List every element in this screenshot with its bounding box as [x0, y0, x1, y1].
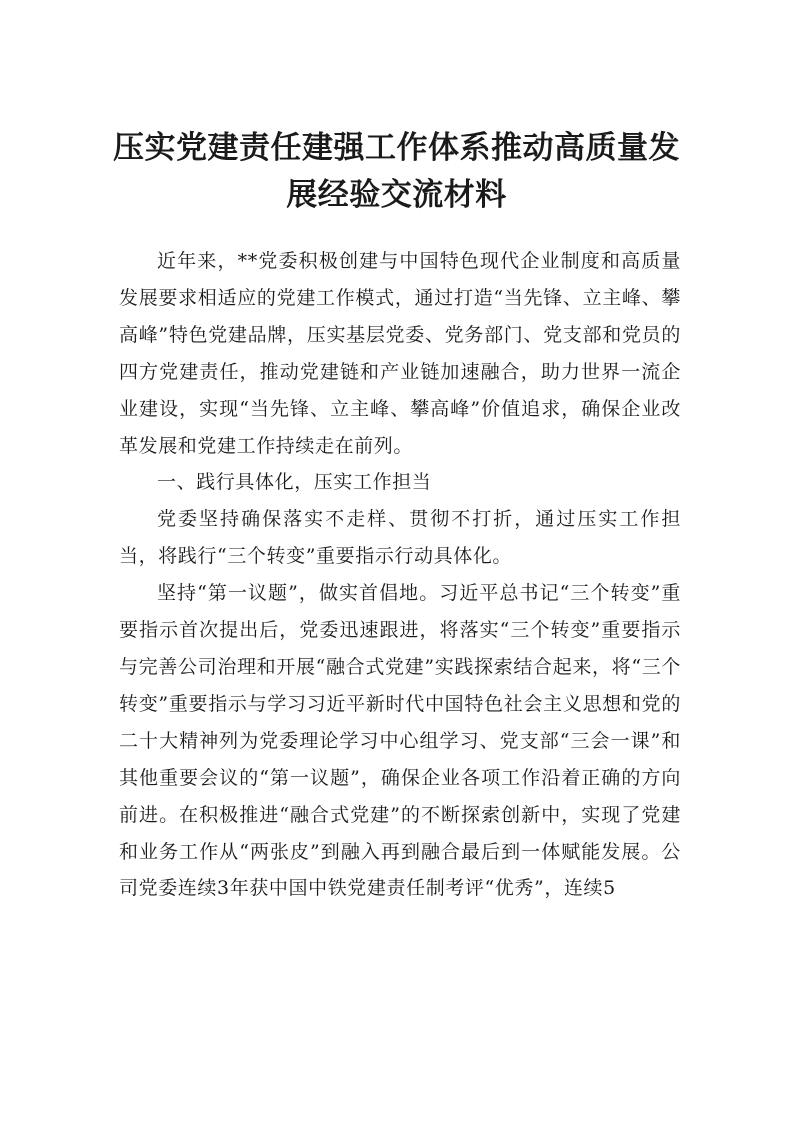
document-title-line-1: 压实党建责任建强工作体系推动高质量发: [113, 130, 680, 166]
paragraph-first-agenda: 坚持“第一议题”，做实首倡地。习近平总书记“三个转变”重要指示首次提出后，党委迅速跟进，将落实“三个转变”重要指示与完善公司治理和开展“融合式党建”实践探索结合起来，将“三个转变”重要指示与学习习近平新时代中国特色社会主义思想和党的二十大精神列为党委理论学习中心组学习、党支部“三会一课”和其他重要会议的“第一议题”，确保企业各项工作沿着正确的方向前进。在积极推进“融合式党建”的不断探索创新中，实现了党建和业务工作从“两张皮”到融入再到融合最后到一体赋能发展。公司党委连续3年获中国中铁党建责任制考评“优秀”，连续5: [119, 582, 681, 900]
paragraph-intro: 近年来，**党委积极创建与中国特色现代企业制度和高质量发展要求相适应的党建工作模式，通过打造“当先锋、立主峰、攀高峰”特色党建品牌，压实基层党委、党务部门、党支部和党员的四方党建责任，推动党建链和产业链加速融合，助力世界一流企业建设，实现“当先锋、立主峰、攀高峰”价值追求，确保企业改革发展和党建工作持续走在前列。: [119, 250, 681, 457]
document-body: [119, 243, 681, 907]
paragraph-section-1-summary: 党委坚持确保落实不走样、贯彻不打折，通过压实工作担当，将践行“三个转变”重要指示行动具体化。: [119, 508, 681, 568]
document-title-line-2: 展经验交流材料: [286, 177, 507, 213]
section-heading-1: 一、践行具体化，压实工作担当: [157, 471, 432, 494]
